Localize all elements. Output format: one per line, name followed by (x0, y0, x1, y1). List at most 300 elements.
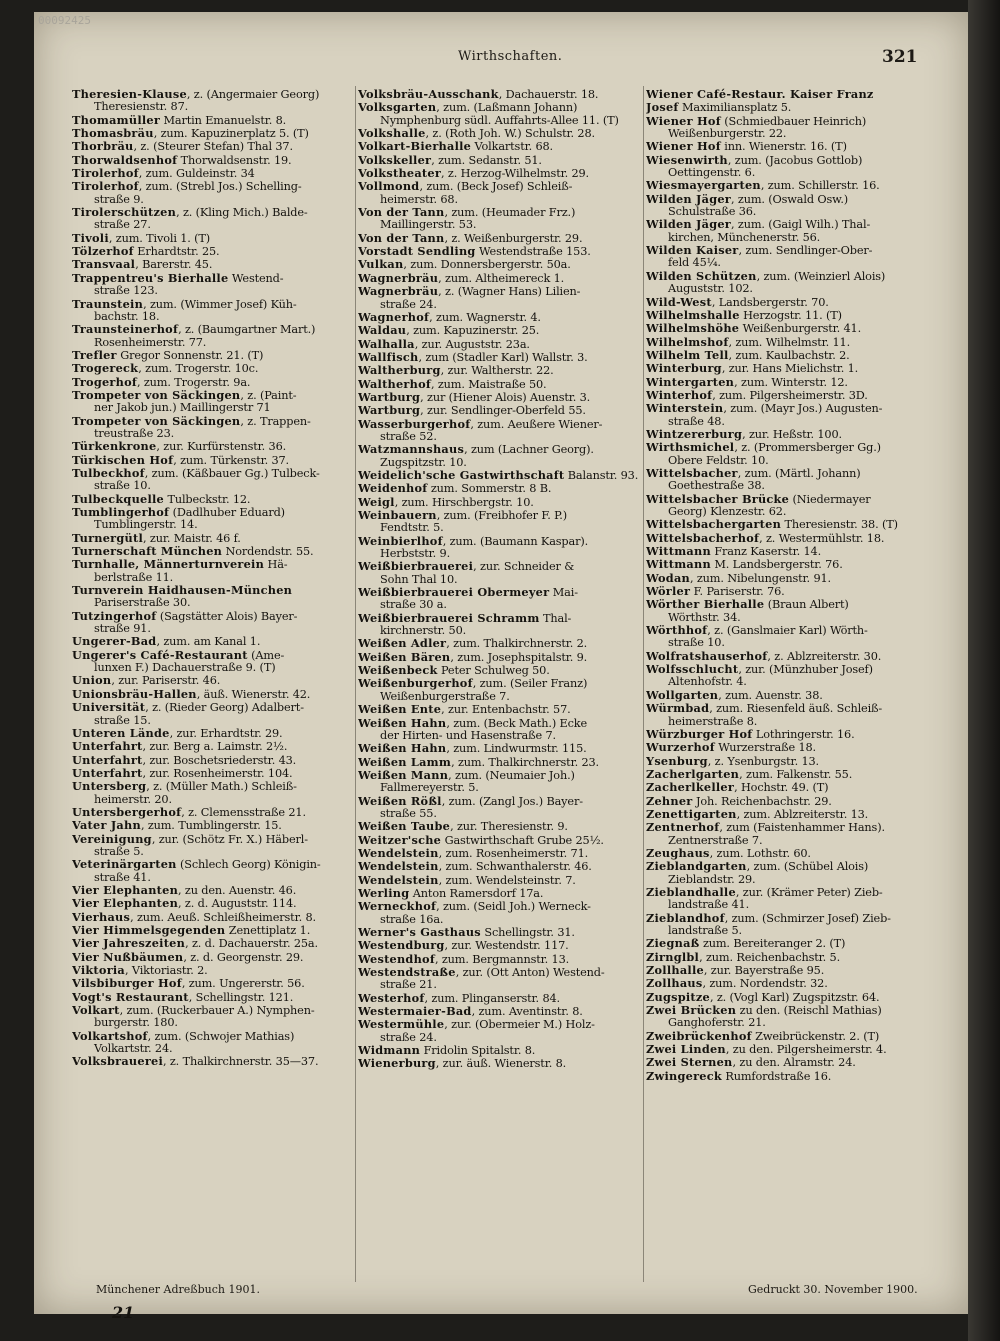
directory-entry (72, 964, 352, 977)
directory-entry (646, 977, 918, 990)
directory-entry (646, 702, 918, 715)
entry-detail: , zur. Hans Mielichstr. 1. (721, 362, 859, 376)
directory-entry (358, 1018, 640, 1031)
entry-detail: Wurzerstraße 18. (714, 741, 816, 755)
entry-name: Zwei Linden (646, 1043, 726, 1057)
directory-entry (646, 1043, 918, 1056)
entry-detail: zum. Bereiteranger 2. (T) (699, 937, 846, 951)
entry-name: Wittelsbacher Brücke (646, 492, 790, 506)
entry-detail: , zur. Sendlinger-Oberfeld 55. (420, 404, 586, 418)
entry-detail: Zenettiplatz 1. (225, 924, 311, 937)
directory-entry (646, 598, 918, 611)
entry-name: Vulkan (358, 258, 404, 272)
directory-entry (358, 820, 640, 833)
directory-entry (72, 532, 352, 545)
entry-name: Wittmann (646, 558, 711, 572)
directory-entry (72, 897, 352, 910)
entry-name: Wittelsbacher (646, 466, 738, 480)
entry-continuation: straße 5. (94, 845, 144, 858)
directory-entry (72, 780, 352, 793)
entry-name: Wendelstein (358, 860, 439, 874)
directory-entry (72, 951, 352, 964)
directory-entry (358, 612, 640, 625)
entry-name: Weißenbeck (358, 664, 438, 678)
directory-entry (358, 939, 640, 952)
directory-entry (646, 441, 918, 454)
directory-entry (358, 677, 640, 690)
entry-detail: , zum. (Ruckerbauer A.) Nymphen- (119, 1004, 315, 1018)
entry-continuation: kirchnerstr. 50. (380, 625, 467, 638)
entry-detail: , Hochstr. 49. (T) (734, 781, 829, 795)
entry-name: Untersberg (72, 780, 147, 794)
entry-continuation: straße 10. (668, 637, 725, 650)
entry-continuation: Rosenheimerstr. 77. (94, 336, 207, 349)
entry-continuation: straße 27. (94, 219, 151, 232)
entry-name: Vorstadt Sendling (358, 245, 476, 259)
directory-entry (358, 101, 640, 114)
entry-name: Zollhalle (646, 964, 704, 978)
directory-entry (646, 572, 918, 585)
entry-detail: Maximiliansplatz 5. (678, 101, 792, 115)
entry-continuation: landstraße 5. (668, 925, 742, 937)
directory-entry (72, 584, 352, 597)
entry-detail: , zur. (Krämer Peter) Zieb- (735, 885, 883, 899)
entry-detail: , zum. (Mayr Jos.) Augusten- (723, 402, 883, 416)
entry-name: Vereinigung (72, 832, 152, 846)
entry-detail: , zum. Tivoli 1. (T) (108, 231, 211, 245)
entry-name: Wilden Jäger (646, 218, 732, 232)
entry-continuation: straße 55. (380, 807, 437, 820)
entry-name: Zugspitze (646, 990, 710, 1004)
entry-name: Union (72, 674, 112, 688)
directory-entry (72, 154, 352, 167)
directory-entry (72, 493, 352, 506)
directory-entry (358, 127, 640, 140)
entry-continuation: straße 24. (380, 1031, 437, 1044)
entry-name: Zweibrückenhof (646, 1029, 752, 1043)
entry-name: Volksgarten (358, 101, 437, 115)
entry-detail: Anton Ramersdorf 17a. (409, 886, 544, 900)
entry-name: Watzmannshaus (358, 443, 465, 457)
entry-name: Turnerschaft München (72, 545, 223, 559)
entry-name: Unterfahrt (72, 740, 143, 754)
entry-detail: , zum. Donnersbergerstr. 50a. (403, 258, 571, 272)
entry-detail: , z. Ysenburgstr. 13. (707, 754, 819, 768)
entry-detail: Lothringerstr. 16. (752, 727, 855, 741)
entry-detail: Westend- (228, 271, 284, 285)
entry-continuation: straße 52. (380, 430, 437, 443)
entry-detail: , zum. Thalkirchnerstr. 23. (451, 755, 599, 769)
directory-entry (646, 101, 918, 114)
entry-continuation: burgerstr. 180. (94, 1017, 178, 1030)
directory-entry (72, 440, 352, 453)
directory-entry (646, 912, 918, 925)
entry-continuation: heimerstr. 20. (94, 793, 172, 806)
directory-entry (358, 992, 640, 1005)
entry-detail: , zur. (Schötz Fr. X.) Häberl- (151, 832, 308, 846)
directory-entry (72, 545, 352, 558)
entry-continuation: Weißenburgerstraße 7. (380, 690, 510, 703)
entry-detail: , zum. Plinganserstr. 84. (424, 991, 560, 1005)
directory-entry (72, 884, 352, 897)
column-2 (358, 88, 640, 1071)
directory-entry (646, 88, 918, 101)
entry-continuation: berlstraße 11. (94, 571, 174, 584)
entry-detail: (Niedermayer (789, 492, 871, 506)
entry-detail: , zum. Wilhelmstr. 11. (728, 335, 851, 349)
directory-entry (358, 167, 640, 180)
entry-name: Transvaal (72, 258, 136, 272)
entry-detail: , zum. Guldeinstr. 34 (138, 167, 255, 181)
entry-detail: Gregor Sonnenstr. 21. (T) (116, 348, 264, 362)
entry-name: Werling (358, 886, 410, 900)
entry-name: Volksbrauerei (72, 1055, 163, 1069)
directory-entry (646, 244, 918, 257)
entry-name: Zentnerhof (646, 821, 720, 835)
entry-name: Zenettigarten (646, 807, 737, 821)
directory-entry (72, 635, 352, 648)
entry-detail: , zum. Nibelungenstr. 91. (689, 571, 831, 585)
entry-name: Wörther Bierhalle (646, 598, 765, 612)
directory-entry (72, 649, 352, 662)
directory-entry (646, 795, 918, 808)
directory-entry (358, 154, 640, 167)
directory-entry (358, 703, 640, 716)
directory-entry (646, 428, 918, 441)
entry-name: Trappentreu's Bierhalle (72, 271, 229, 285)
entry-detail: Zweibrückenstr. 2. (T) (751, 1029, 880, 1043)
entry-detail: , zum. (Schübel Alois) (746, 860, 869, 874)
directory-entry (72, 467, 352, 480)
entry-name: Volkshalle (358, 127, 426, 141)
directory-entry (72, 558, 352, 571)
entry-detail: , z. (Prommersberger Gg.) (734, 441, 881, 455)
directory-entry (646, 402, 918, 415)
directory-entry (72, 258, 352, 271)
entry-detail: , zum. Wagnerstr. 4. (429, 310, 541, 324)
entry-detail: Tulbeckstr. 12. (164, 492, 251, 506)
directory-entry (358, 338, 640, 351)
column-1 (72, 88, 352, 1069)
entry-detail: , zum. Kapuzinerplatz 5. (T) (153, 127, 309, 141)
entry-detail: , zum. (Baumann Kaspar). (442, 534, 589, 548)
entry-name: Turnhalle, Männerturnverein (72, 558, 265, 572)
directory-entry (72, 674, 352, 687)
entry-detail: , zum. (Gaigl Wilh.) Thal- (731, 218, 871, 232)
directory-entry (358, 834, 640, 847)
entry-name: Winterstein (646, 402, 724, 416)
entry-detail: , z. d. Auguststr. 114. (178, 897, 297, 911)
entry-continuation: Oettingenstr. 6. (668, 167, 756, 180)
entry-name: Wallfisch (358, 350, 419, 364)
directory-entry (358, 926, 640, 939)
entry-name: Weißen Adler (358, 637, 447, 651)
directory-entry (72, 819, 352, 832)
entry-name: Unteren Lände (72, 726, 170, 740)
entry-continuation: Auguststr. 102. (668, 283, 753, 296)
entry-detail: , zum. Tumblingerstr. 15. (140, 819, 282, 833)
directory-entry (72, 88, 352, 101)
entry-detail: zu den. (Reischl Mathias) (736, 1004, 882, 1018)
entry-name: Westendburg (358, 939, 445, 953)
entry-name: Zieblandhalle (646, 885, 736, 899)
directory-entry (358, 258, 640, 271)
directory-entry (646, 808, 918, 821)
entry-name: Wendelstein (358, 873, 439, 887)
entry-detail: , zum. Hirschbergstr. 10. (394, 495, 534, 509)
entry-name: Weidenhof (358, 482, 428, 496)
directory-entry (72, 1004, 352, 1017)
entry-detail: , zum. Winterstr. 12. (734, 375, 848, 389)
directory-entry (72, 454, 352, 467)
entry-name: Trompeter von Säckingen (72, 414, 241, 428)
entry-name: Weißen Taube (358, 820, 451, 834)
entry-detail: , zur. Erhardtstr. 29. (169, 726, 283, 740)
entry-name: Zirnglbl (646, 950, 700, 964)
directory-entry (72, 858, 352, 871)
directory-entry (646, 585, 918, 598)
entry-name: Vier Elephanten (72, 897, 179, 911)
entry-continuation: Obere Feldstr. 10. (668, 454, 769, 467)
entry-detail: , zum (Stadler Karl) Wallstr. 3. (418, 350, 588, 364)
entry-name: Untersbergerhof (72, 805, 182, 819)
directory-entry (646, 362, 918, 375)
entry-detail: Hä- (264, 558, 288, 572)
directory-entry (358, 535, 640, 548)
entry-detail: , zum. (Weinzierl Alois) (756, 269, 886, 283)
directory-entry (72, 349, 352, 362)
entry-name: Veterinärgarten (72, 858, 177, 872)
entry-name: Wild-West (646, 295, 712, 309)
entry-detail: Thorwaldsenstr. 19. (177, 153, 292, 167)
directory-entry (358, 496, 640, 509)
entry-name: Josef (646, 101, 679, 115)
entry-name: Turnergütl (72, 531, 144, 545)
directory-entry (358, 180, 640, 193)
directory-entry (646, 296, 918, 309)
entry-continuation: Tumblingerstr. 14. (94, 519, 198, 532)
entry-continuation: treustraße 23. (94, 427, 175, 440)
entry-detail: F. Pariserstr. 76. (690, 585, 785, 599)
entry-name: Tölzerhof (72, 245, 134, 259)
directory-entry (646, 663, 918, 676)
entry-continuation: der Hirten- und Hasenstraße 7. (380, 729, 556, 742)
entry-continuation: Fendtstr. 5. (380, 522, 444, 535)
directory-entry (646, 376, 918, 389)
entry-name: Westendstraße (358, 966, 456, 980)
entry-name: Wollgarten (646, 688, 719, 702)
entry-detail: , zum. Kaulbachstr. 2. (728, 348, 850, 362)
entry-name: Wodan (646, 571, 690, 585)
entry-detail: , zur. äuß. Wienerstr. 8. (435, 1057, 567, 1071)
entry-name: Wintzererburg (646, 427, 743, 441)
entry-continuation: Wörthstr. 34. (668, 611, 741, 624)
entry-detail: Gastwirthschaft Grube 25½. (441, 833, 604, 847)
directory-entry (72, 991, 352, 1004)
entry-continuation: Zieblandstr. 29. (668, 873, 756, 886)
directory-entry (646, 964, 918, 977)
entry-detail: inn. Wienerstr. 16. (T) (720, 140, 847, 154)
entry-name: Weißen Rößl (358, 794, 442, 808)
entry-name: Vier Himmelsgegenden (72, 924, 226, 937)
directory-entry (72, 114, 352, 127)
directory-entry (358, 482, 640, 495)
entry-name: Universität (72, 701, 146, 715)
entry-detail: , Schellingstr. 121. (188, 990, 294, 1004)
entry-continuation: Fallmereyerstr. 5. (380, 782, 479, 795)
entry-detail: , zum. Lindwurmstr. 115. (446, 742, 587, 756)
entry-detail: Herzogstr. 11. (T) (739, 308, 842, 322)
entry-detail: Rumfordstraße 16. (721, 1069, 832, 1083)
directory-entry (646, 860, 918, 873)
entry-detail: , zum. Auenstr. 38. (718, 688, 823, 702)
entry-name: Zwei Brücken (646, 1004, 737, 1018)
entry-detail: , zum. (Freibhofer F. P.) (436, 509, 567, 522)
directory-entry (358, 443, 640, 456)
entry-name: Wartburg (358, 390, 421, 404)
entry-name: Wienerburg (358, 1057, 436, 1071)
directory-entry (358, 637, 640, 650)
entry-detail: (Dadlhuber Eduard) (169, 506, 285, 519)
entry-name: Wilden Jäger (646, 192, 732, 206)
entry-detail: , zum. (Heumader Frz.) (444, 206, 576, 220)
entry-name: Viktoria (72, 964, 126, 978)
directory-entry (358, 509, 640, 522)
entry-detail: , z. (Müller Math.) Schleiß- (146, 780, 297, 794)
entry-name: Widmann (358, 1044, 421, 1058)
footer-publication: Münchener Adreßbuch 1901. (96, 1283, 260, 1296)
entry-name: Vier Elephanten (72, 883, 179, 897)
entry-name: Trefler (72, 348, 117, 362)
entry-detail: (Sagstätter Alois) Bayer- (156, 609, 298, 623)
entry-name: Volkart (72, 1004, 120, 1018)
directory-entry (72, 232, 352, 245)
entry-name: Wörthhof (646, 624, 708, 638)
entry-detail: , zum. Kapuzinerstr. 25. (406, 324, 540, 338)
directory-entry (358, 560, 640, 573)
directory-entry (72, 977, 352, 990)
entry-continuation: ner Jakob jun.) Maillingerstr 71 (94, 402, 271, 415)
entry-name: Volkartshof (72, 1029, 148, 1043)
directory-entry (72, 389, 352, 402)
entry-continuation: Herbststr. 9. (380, 548, 451, 561)
directory-entry (358, 847, 640, 860)
entry-continuation: straße 9. (94, 193, 144, 206)
entry-name: Thomasbräu (72, 127, 154, 141)
entry-name: Wurzerhof (646, 741, 715, 755)
entry-detail: , z. (Kling Mich.) Balde- (176, 206, 308, 220)
entry-continuation: straße 123. (94, 285, 158, 298)
entry-name: Unionsbräu-Hallen (72, 687, 197, 701)
entry-detail: , zur. Pariserstr. 46. (111, 674, 221, 688)
entry-name: Westerhof (358, 991, 425, 1005)
directory-entry (72, 754, 352, 767)
entry-detail: Franz Kaserstr. 14. (710, 545, 822, 559)
directory-entry (72, 415, 352, 428)
entry-detail: Peter Schulweg 50. (437, 664, 550, 678)
entry-name: Wittelsbachergarten (646, 518, 782, 532)
running-head: Wirthschaften. (458, 49, 563, 64)
entry-detail: , zum. Ablzreiterstr. 13. (736, 807, 869, 821)
directory-entry (646, 493, 918, 506)
entry-name: Weißbierbrauerei Obermeyer (358, 586, 550, 600)
entry-continuation: kirchen, Münchenerstr. 56. (668, 231, 821, 244)
entry-detail: , z. d. Georgenstr. 29. (183, 950, 304, 964)
entry-detail: , zum. (Seidl Joh.) Werneck- (436, 900, 591, 914)
directory-entry (72, 924, 352, 937)
entry-continuation: Pariserstraße 30. (94, 597, 191, 610)
directory-entry (358, 391, 640, 404)
entry-continuation: Goethestraße 38. (668, 480, 765, 493)
entry-name: Wiesmayergarten (646, 179, 761, 193)
entry-name: Wiener Café-Restaur. Kaiser Franz (646, 88, 874, 101)
directory-entry (646, 689, 918, 702)
entry-continuation: Maillingerstr. 53. (380, 219, 477, 232)
entry-detail: , zum. Reichenbachstr. 5. (699, 950, 841, 964)
directory-entry (358, 586, 640, 599)
entry-name: Wilhelmshalle (646, 308, 740, 322)
directory-entry (358, 404, 640, 417)
entry-name: Ziegnaß (646, 937, 700, 951)
entry-name: Winterburg (646, 362, 722, 376)
entry-detail: , Dachauerstr. 18. (498, 88, 599, 101)
entry-name: Westendhof (358, 952, 435, 966)
directory-entry (358, 1057, 640, 1070)
directory-entry (72, 245, 352, 258)
entry-name: Tivoli (72, 231, 109, 245)
entry-continuation: straße 41. (94, 871, 151, 884)
entry-name: Türkenkrone (72, 440, 157, 454)
entry-detail: , zum. Ungererstr. 56. (181, 977, 305, 991)
entry-name: Von der Tann (358, 206, 445, 220)
entry-name: Trogereck (72, 362, 139, 376)
directory-entry (72, 298, 352, 311)
entry-name: Volkstheater (358, 167, 442, 181)
entry-detail: , zum. Wendelsteinstr. 7. (438, 873, 576, 887)
directory-entry (646, 1056, 918, 1069)
entry-name: Weißen Mann (358, 768, 449, 782)
entry-detail: , z. (Angermaier Georg) (186, 88, 320, 101)
entry-name: Wasserburgerhof (358, 417, 471, 431)
entry-name: Wittmann (646, 545, 711, 559)
entry-name: Vierhaus (72, 910, 131, 924)
directory-entry (72, 1030, 352, 1043)
entry-detail: , zum. (Oswald Osw.) (731, 192, 849, 206)
entry-detail: Fridolin Spitalstr. 8. (420, 1044, 536, 1058)
entry-detail: , zur (Hiener Alois) Auenstr. 3. (420, 390, 591, 404)
entry-name: Waltherhof (358, 377, 431, 391)
entry-detail: , zum. Josephspitalstr. 9. (450, 650, 588, 664)
directory-entry (358, 351, 640, 364)
entry-name: Zehner (646, 794, 693, 808)
entry-detail: , zum. Maistraße 50. (431, 377, 547, 391)
entry-name: Waldau (358, 324, 407, 338)
entry-name: Vier Nußbäumen (72, 950, 184, 964)
entry-name: Traunsteinerhof (72, 323, 179, 337)
entry-detail: Joh. Reichenbachstr. 29. (692, 794, 832, 808)
entry-detail: zum. Sommerstr. 8 B. (427, 482, 552, 496)
entry-name: Wagnerbräu (358, 271, 439, 285)
footer-signature-mark: 21 (112, 1303, 135, 1322)
entry-detail: , zum. Sendlinger-Ober- (738, 244, 873, 258)
directory-entry (72, 323, 352, 336)
entry-name: Weißen Ente (358, 703, 442, 717)
entry-detail: , z. Clemensstraße 21. (181, 805, 306, 819)
directory-entry (646, 1070, 918, 1083)
entry-detail: , zu den. Alramstr. 24. (732, 1056, 856, 1070)
entry-detail: Weißenburgerstr. 41. (739, 322, 862, 336)
entry-name: Walhalla (358, 337, 415, 351)
